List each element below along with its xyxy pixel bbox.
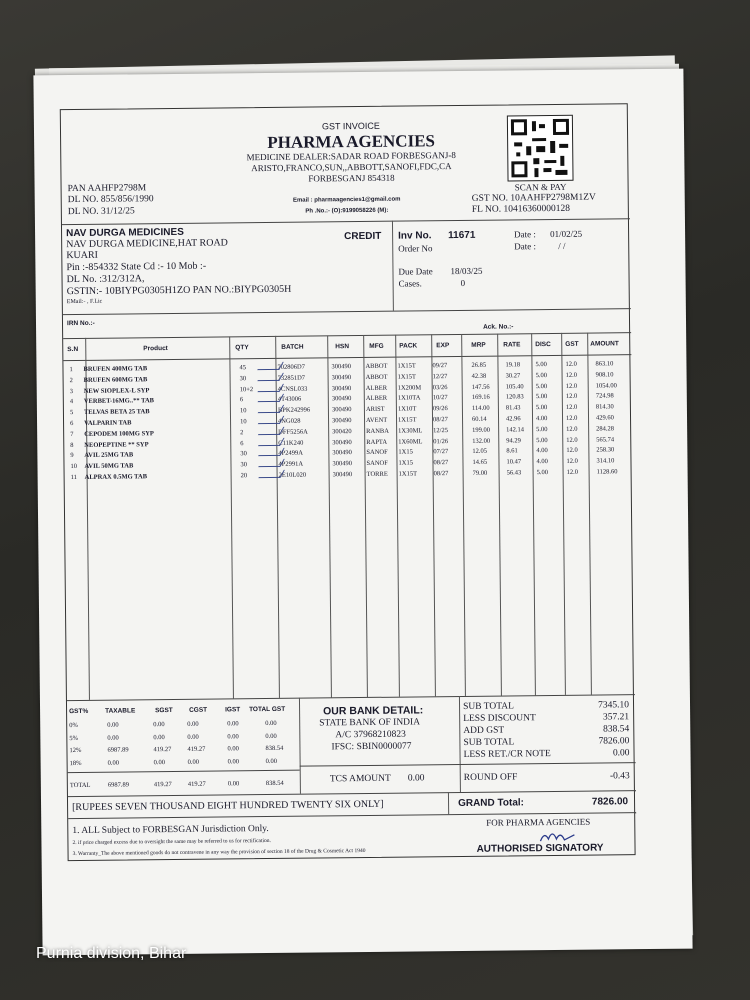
email: Email : pharmaagencies1@gmail.com: [292, 196, 401, 204]
gst-cell: 0.00: [187, 733, 199, 741]
col-rate: RATE: [503, 341, 521, 349]
gst-cell: 0.00: [265, 719, 277, 728]
cell-sn: 6: [70, 420, 74, 428]
invoice-paper: [33, 69, 692, 956]
gst-cell: 0.00: [153, 721, 165, 729]
scan-and-pay: SCAN & PAY: [514, 181, 567, 193]
due-date: 18/03/25: [450, 265, 483, 277]
cell-rate: 30.27: [505, 372, 521, 380]
company-line-2: ARISTO,FRANCO,SUN,,ABBOTT,SANOFI,FDC,CA: [251, 161, 452, 174]
cell-disc: 5.00: [536, 469, 549, 477]
cell-qty: 10+2: [239, 385, 254, 393]
cell-exp: 01/26: [433, 437, 449, 445]
ack-label: Ack. No.:-: [483, 323, 514, 331]
cases: 0: [460, 277, 466, 288]
col-sn: S.N: [67, 345, 79, 354]
discount: 357.21: [602, 712, 630, 723]
divider: [63, 308, 631, 315]
cell-hsn: 300490: [331, 406, 352, 414]
cell-exp: 12/25: [433, 426, 448, 435]
add-gst-label: ADD GST: [463, 725, 505, 736]
cell-amount: 429.60: [595, 414, 614, 422]
cell-mfg: ABBOT: [365, 373, 388, 381]
cell-disc: 5.00: [535, 371, 547, 379]
cell-disc: 5.00: [536, 425, 548, 433]
pen-tick-mark: [258, 427, 285, 435]
gst-number: GST NO. 10AAHFP2798M1ZV: [471, 192, 596, 204]
cell-mfg: ALBER: [365, 395, 388, 403]
gst-cell: 0%: [69, 721, 78, 730]
gst-total-cgst: 419.27: [187, 780, 206, 788]
cell-hsn: 300490: [331, 384, 352, 392]
pen-tick-mark: [258, 470, 285, 478]
gst-cell: 0.00: [153, 733, 165, 741]
cell-exp: 12/27: [432, 372, 448, 381]
cell-qty: 6: [240, 439, 244, 447]
cell-product: CEPODEM 100MG SYP: [84, 429, 154, 438]
irn-label: IRN No.:-: [66, 319, 95, 328]
cell-amount: 314.10: [596, 457, 615, 465]
cell-product: NEW SIOPLEX-L SYP: [83, 386, 150, 395]
gst-total-taxable: 6987.89: [107, 781, 130, 789]
cell-pack: 1X10TA: [397, 394, 421, 403]
doc-type: GST INVOICE: [321, 120, 380, 132]
cell-amount: 814.30: [595, 403, 614, 411]
gst-total-gst: 838.54: [265, 779, 284, 788]
company-line-1: MEDICINE DEALER:SADAR ROAD FORBESGANJ-8: [246, 150, 456, 163]
fl-number: FL NO. 10416360000128: [471, 203, 570, 215]
cell-pack: 1X10T: [397, 405, 417, 413]
col-amount: AMOUNT: [590, 340, 619, 348]
cell-pack: 1X15: [398, 459, 413, 467]
gst-cell: 5%: [69, 734, 79, 742]
due-date-label: Due Date: [398, 266, 433, 277]
cell-exp: 08/27: [433, 416, 448, 424]
cell-sn: 4: [69, 398, 74, 406]
gst-cell: 0.00: [187, 758, 200, 766]
cell-rate: 120.83: [505, 393, 524, 401]
cell-pack: 1X60ML: [398, 437, 423, 446]
divider: [67, 694, 635, 701]
gst-cell: 6987.89: [107, 746, 129, 754]
cell-batch: 732851D7: [277, 374, 306, 382]
cell-mrp: 42.38: [471, 372, 487, 380]
cell-hsn: 300490: [332, 471, 353, 479]
pen-tick-mark: [257, 362, 284, 370]
buyer-gstin: GSTIN:- 10BIYPG0305H1ZO PAN NO.:BIYPG0305H: [66, 283, 292, 298]
sub-total2-label: SUB TOTAL: [463, 737, 515, 748]
cell-amount: 258.30: [596, 446, 615, 454]
gst-cell: 18%: [69, 759, 82, 767]
cell-pack: 1X15: [398, 448, 413, 457]
buyer-name: NAV DURGA MEDICINES: [66, 226, 184, 240]
gst-cell: 0.00: [107, 759, 120, 767]
company-name: PHARMA AGENCIES: [267, 131, 436, 152]
invoice-no-label: Inv No.: [398, 230, 432, 242]
cell-product: AVIL 25MG TAB: [84, 451, 134, 460]
cell-exp: 08/27: [433, 470, 449, 478]
pen-tick-mark: [257, 373, 284, 381]
cell-mfg: RANBA: [366, 427, 389, 435]
cell-sn: 8: [70, 441, 74, 449]
tcs-label: TCS AMOUNT: [329, 773, 391, 785]
cell-disc: 4.00: [536, 447, 548, 455]
cell-rate: 81.43: [505, 404, 521, 412]
cell-hsn: 300490: [332, 460, 353, 468]
sub-total: 7345.10: [598, 700, 630, 711]
cell-batch: 2E10L020: [278, 471, 307, 479]
pen-tick-mark: [258, 416, 285, 424]
cell-rate: 56.43: [506, 469, 522, 477]
cell-rate: 94.29: [506, 436, 521, 445]
round-off-label: ROUND OFF: [463, 772, 518, 783]
cell-pack: 1X15T: [397, 373, 417, 381]
divider: [392, 221, 394, 311]
gst-cell: 0.00: [265, 732, 277, 740]
cell-amount: 284.28: [596, 425, 615, 433]
cell-mfg: ABBOT: [365, 362, 388, 370]
cell-mfg: ALBER: [365, 384, 388, 392]
cell-amount: 565.74: [596, 435, 615, 444]
pan: PAN AAHFP2798M: [67, 183, 147, 195]
gst-row: [68, 757, 358, 772]
dl-1: DL NO. 855/856/1990: [67, 194, 154, 206]
cell-gst: 12.0: [565, 414, 578, 422]
cell-sn: 2: [69, 376, 73, 384]
gst-h-igst: IGST: [225, 706, 241, 714]
cell-product: ALPRAX 0.5MG TAB: [84, 473, 148, 481]
cell-product: NEOPEPTINE ** SYP: [84, 440, 149, 449]
col-pack: PACK: [399, 342, 418, 350]
cell-disc: 4.00: [535, 415, 548, 423]
divider: [460, 762, 636, 765]
qr-code: [507, 115, 574, 182]
grand-total: 7826.00: [591, 796, 629, 808]
cell-product: BRUFEN 400MG TAB: [83, 365, 148, 373]
date2-label: Date :: [514, 241, 537, 252]
cell-rate: 10.47: [506, 458, 522, 466]
cell-pack: 1X30ML: [398, 427, 423, 435]
cell-product: TELVAS BETA 25 TAB: [83, 408, 150, 417]
round-off: -0.43: [609, 771, 630, 782]
gst-header: [67, 705, 357, 720]
cell-sn: 11: [70, 473, 77, 482]
gst-cell: 0.00: [107, 721, 119, 729]
cell-mfg: TORRE: [366, 470, 388, 478]
cell-batch: 4P2499A: [278, 450, 303, 458]
cell-exp: 09/26: [432, 405, 448, 413]
cell-sn: 9: [70, 452, 74, 460]
gst-total-sgst: 419.27: [153, 781, 172, 789]
cell-product: BRUFEN 600MG TAB: [83, 376, 148, 384]
cases-label: Cases.: [398, 278, 422, 289]
cell-mrp: 79.00: [472, 469, 488, 477]
cell-batch: 702806D7: [277, 363, 305, 371]
cell-gst: 12.0: [566, 436, 578, 444]
gst-cell: 0.00: [227, 732, 239, 740]
bank-name: STATE BANK OF INDIA: [319, 717, 421, 729]
cell-mfg: SANOF: [366, 459, 388, 468]
cell-amount: 863.10: [595, 360, 614, 368]
cell-mrp: 114.00: [471, 404, 490, 413]
gst-cell: 838.54: [265, 744, 284, 753]
gst-cell: 12%: [69, 746, 82, 755]
cell-mrp: 60.14: [471, 415, 487, 423]
cell-disc: 5.00: [535, 361, 547, 369]
cell-disc: 5.00: [535, 393, 548, 401]
bank-title: OUR BANK DETAIL:: [323, 704, 424, 718]
cell-hsn: 300420: [332, 427, 352, 436]
col-hsn: HSN: [335, 343, 350, 351]
gst-cell: 0.00: [107, 734, 119, 742]
divider: [63, 332, 631, 339]
cell-sn: 7: [70, 430, 74, 438]
gst-cell: 0.00: [227, 745, 239, 753]
divider: [448, 792, 449, 814]
invoice-no: 11671: [448, 229, 476, 242]
cell-gst: 12.0: [565, 403, 578, 412]
cell-exp: 08/27: [433, 459, 449, 467]
cell-mrp: 14.65: [472, 458, 488, 467]
cell-mfg: RAPTA: [366, 438, 388, 446]
cell-qty: 2: [240, 429, 244, 437]
cell-qty: 30: [240, 461, 248, 469]
cr-note: 0.00: [612, 748, 630, 759]
terms-3: 3. Warranty_The above mentioned goods do not contravene in any way the provision of section 18 of the Drug & Cosmetic Act 1940: [72, 847, 366, 858]
cell-disc: 5.00: [535, 382, 548, 390]
cell-pack: 1X15T: [398, 416, 417, 424]
cr-note-label: LESS RET./CR NOTE: [463, 749, 551, 760]
company-line-3: FORBESGANJ 854318: [308, 172, 395, 184]
cell-amount: 1128.60: [596, 468, 618, 476]
col-exp: EXP: [436, 342, 450, 350]
cell-sn: 10: [70, 463, 78, 471]
grand-total-label: GRAND Total:: [458, 797, 525, 810]
invoice-date: 01/02/25: [550, 228, 583, 240]
cell-product: AVIL 50MG TAB: [84, 462, 134, 471]
cell-batch: BPK242996: [277, 406, 311, 415]
pen-tick-mark: [257, 383, 284, 391]
photo-location-caption: Purnia division, Bihar: [36, 945, 187, 962]
gst-h-pct: GST%: [69, 707, 89, 716]
cell-mrp: 169.16: [471, 394, 490, 402]
cell-batch: 4CNSL033: [277, 385, 308, 393]
gst-cell: 0.00: [187, 720, 199, 728]
cell-amount: 724.98: [595, 392, 614, 400]
cell-gst: 12.0: [566, 425, 578, 433]
cell-rate: 19.18: [505, 361, 521, 369]
cell-exp: 03/26: [432, 383, 448, 391]
col-disc: DISC: [535, 341, 551, 349]
col-qty: QTY: [235, 344, 249, 352]
divider: [62, 218, 630, 225]
cell-sn: 3: [69, 387, 74, 395]
cell-hsn: 300490: [332, 438, 352, 446]
cell-product: VALPARIN TAB: [84, 419, 132, 427]
buyer-address-2: KUARI: [66, 249, 99, 262]
cell-qty: 6: [239, 396, 244, 404]
cell-mrp: 147.56: [471, 383, 490, 391]
col-mrp: MRP: [471, 341, 486, 349]
cell-pack: 1X15T: [397, 362, 416, 370]
phone: Ph .No.:- (O):9199058226 (M):: [305, 207, 389, 215]
gst-cell: 0.00: [227, 757, 240, 765]
gst-h-total: TOTAL GST: [249, 705, 286, 714]
buyer-address-1: NAV DURGA MEDICINE,HAT ROAD: [66, 237, 228, 251]
cell-mrp: 132.00: [472, 437, 491, 445]
col-mfg: MFG: [369, 342, 384, 350]
terms-2: 2. if price charged excess due to oversight the same may be referred to us for rectification.: [72, 837, 271, 847]
gst-total-igst: 0.00: [227, 780, 240, 788]
gst-cell: 0.00: [227, 720, 239, 728]
bank-ifsc: IFSC: SBIN0000077: [331, 741, 412, 753]
cell-gst: 12.0: [565, 371, 577, 379]
cell-mrp: 26.85: [471, 361, 487, 369]
cell-hsn: 300490: [332, 417, 352, 425]
cell-gst: 12.0: [566, 457, 578, 466]
cell-gst: 12.0: [565, 360, 577, 368]
cell-qty: 10: [240, 418, 247, 426]
cell-amount: 1054.00: [595, 381, 617, 390]
pen-tick-mark: [258, 437, 285, 445]
bank-account: A/C 37968210823: [335, 729, 406, 741]
cell-mrp: 12.05: [472, 448, 488, 456]
gst-h-sgst: SGST: [155, 707, 173, 715]
discount-label: LESS DISCOUNT: [463, 713, 536, 724]
cell-hsn: 300490: [331, 363, 352, 371]
cell-product: VERBET-16MG..** TAB: [83, 397, 155, 406]
cell-mfg: AVENT: [366, 416, 388, 424]
cell-rate: 42.96: [505, 415, 521, 423]
cell-qty: 30: [239, 375, 247, 383]
gst-total-label: TOTAL: [69, 781, 91, 790]
cell-batch: 4T43006: [277, 396, 302, 404]
cell-gst: 12.0: [565, 382, 578, 390]
gst-cell: 0.00: [265, 757, 278, 765]
cell-disc: 5.00: [535, 404, 548, 412]
cell-mrp: 199.00: [472, 426, 491, 434]
cell-qty: 10: [239, 407, 247, 415]
cell-batch: 4P2991A: [278, 460, 304, 469]
date-label: Date :: [514, 229, 536, 240]
cell-hsn: 300490: [332, 449, 352, 457]
buyer-dl: DL No. :312/312A,: [66, 273, 145, 286]
sub-total2: 7826.00: [598, 736, 630, 747]
cell-qty: 45: [239, 364, 247, 372]
cell-mfg: SANOF: [366, 449, 388, 457]
cell-batch: 4NG028: [278, 417, 301, 425]
cell-sn: 1: [69, 366, 73, 374]
cell-batch: DFF5256A: [278, 428, 308, 436]
cell-amount: 908.10: [595, 371, 614, 379]
cell-mfg: ARIST: [365, 405, 385, 414]
cell-rate: 142.14: [506, 426, 525, 434]
cell-exp: 10/27: [432, 394, 448, 402]
gst-cell: 0.00: [153, 758, 166, 766]
gst-cell: 419.27: [187, 745, 206, 753]
cell-qty: 30: [240, 450, 247, 458]
gst-h-taxable: TAXABLE: [105, 707, 136, 715]
cell-exp: 07/27: [433, 448, 449, 456]
divider: [459, 696, 461, 792]
cell-disc: 4.00: [536, 458, 548, 466]
cell-gst: 12.0: [565, 393, 578, 401]
order-no-label: Order No: [398, 243, 433, 254]
cell-hsn: 300490: [331, 373, 352, 382]
sub-total-label: SUB TOTAL: [462, 701, 514, 712]
dl-2: DL NO. 31/12/25: [67, 206, 135, 218]
cell-gst: 12.0: [566, 447, 578, 455]
cell-pack: 1X15T: [398, 470, 418, 478]
gst-h-cgst: CGST: [189, 706, 208, 714]
cell-gst: 12.0: [566, 468, 579, 476]
for-company: FOR PHARMA AGENCIES: [486, 816, 591, 828]
buyer-pin: Pin :-854332 State Cd :- 10 Mob :-: [66, 260, 207, 274]
amount-in-words: [RUPEES SEVEN THOUSAND EIGHT HUNDRED TWENTY SIX ONLY]: [72, 798, 384, 814]
buyer-email: EMail:- , F.Lic: [66, 298, 103, 306]
gst-cell: 419.27: [153, 746, 172, 754]
cell-hsn: 300490: [331, 395, 352, 403]
terms-1: 1. ALL Subject to FORBESGAN Jurisdiction Only.: [72, 824, 269, 837]
cell-pack: 1X200M: [397, 383, 422, 392]
col-product: Product: [143, 345, 168, 353]
cell-rate: 8.61: [506, 447, 518, 455]
add-gst: 838.54: [603, 724, 630, 735]
payment-type: CREDIT: [344, 230, 382, 243]
cell-disc: 5.00: [536, 436, 548, 444]
col-batch: BATCH: [281, 343, 304, 351]
col-gst: GST: [565, 340, 579, 348]
tcs-amount: 0.00: [407, 773, 425, 784]
cell-rate: 105.40: [505, 382, 524, 391]
order-date: / /: [558, 240, 566, 251]
gst-total-row: [68, 779, 358, 794]
cell-batch: C11K240: [278, 439, 304, 447]
cell-exp: 09/27: [432, 362, 448, 370]
cell-qty: 20: [240, 472, 248, 480]
authorised-signatory: AUTHORISED SIGNATORY: [476, 842, 604, 855]
cell-sn: 5: [69, 409, 74, 417]
invoice-frame: [60, 103, 636, 861]
